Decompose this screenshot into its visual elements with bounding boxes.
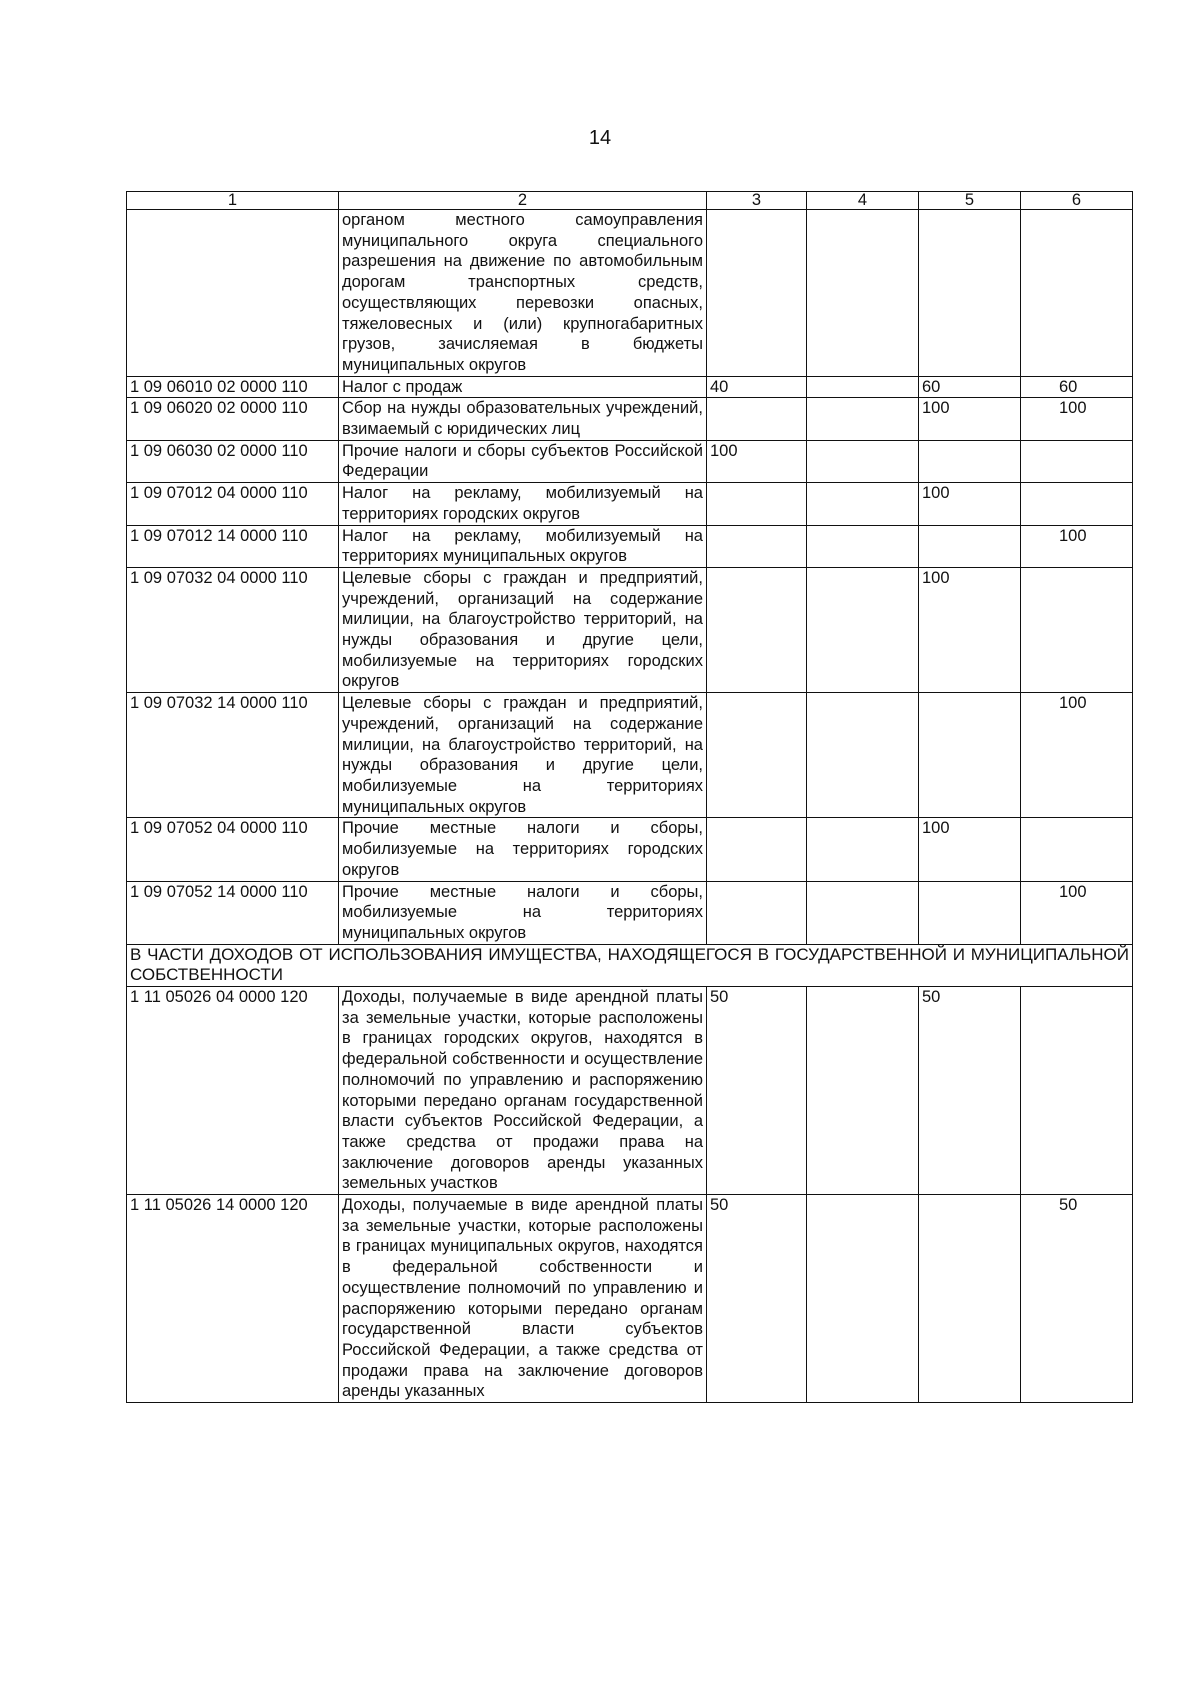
column-6-value <box>1021 987 1133 1195</box>
column-3-value <box>707 818 807 881</box>
revenue-name-cell: Налог на рекламу, мобилизуемый на территориях муниципальных округов <box>339 525 707 567</box>
column-4-value <box>807 693 919 818</box>
column-6-value: 100 <box>1021 398 1133 440</box>
column-5-value <box>919 440 1021 482</box>
budget-code-cell: 1 11 05026 04 0000 120 <box>127 987 339 1195</box>
column-4-value <box>807 525 919 567</box>
table-body <box>127 210 1133 1403</box>
column-4-value <box>807 567 919 692</box>
column-6-value: 100 <box>1021 693 1133 818</box>
column-6-value: 60 <box>1021 376 1133 398</box>
budget-code-cell: 1 09 06010 02 0000 110 <box>127 376 339 398</box>
column-4-value <box>807 1195 919 1403</box>
section-heading-row <box>127 944 1133 986</box>
column-6-value <box>1021 818 1133 881</box>
column-header-6: 6 <box>1021 192 1133 210</box>
revenue-name-cell: Доходы, получаемые в виде арендной платы за земельные участки, которые расположены в границах городских округов, находятся в федеральной собственности и осуществление полномочий по управлению и распоряжению которыми передано органам государственной власти субъектов Российской Федерации, а также средства от продажи права на заключение договоров аренды указанных земельных участков <box>339 987 707 1195</box>
table-header-row <box>127 192 1133 210</box>
column-4-value <box>807 881 919 944</box>
table-row <box>127 1195 1133 1403</box>
column-3-value <box>707 693 807 818</box>
column-5-value <box>919 881 1021 944</box>
column-5-value: 100 <box>919 567 1021 692</box>
column-3-value <box>707 210 807 377</box>
revenue-name-cell: Целевые сборы с граждан и предприятий, учреждений, организаций на содержание милиции, на благоустройство территорий, на нужды образования и другие цели, мобилизуемые на территориях городских округов <box>339 567 707 692</box>
budget-code-cell <box>127 210 339 377</box>
budget-code-cell: 1 09 07012 14 0000 110 <box>127 525 339 567</box>
budget-code-cell: 1 11 05026 14 0000 120 <box>127 1195 339 1403</box>
column-header-1: 1 <box>127 192 339 210</box>
table-row <box>127 483 1133 525</box>
column-3-value <box>707 567 807 692</box>
revenue-distribution-table <box>126 191 1133 1403</box>
column-5-value <box>919 1195 1021 1403</box>
budget-code-cell: 1 09 07032 14 0000 110 <box>127 693 339 818</box>
revenue-name-cell: Прочие местные налоги и сборы, мобилизуемые на территориях городских округов <box>339 818 707 881</box>
column-3-value: 50 <box>707 987 807 1195</box>
table-row <box>127 987 1133 1195</box>
budget-code-cell: 1 09 07052 04 0000 110 <box>127 818 339 881</box>
column-3-value <box>707 398 807 440</box>
revenue-name-cell: Целевые сборы с граждан и предприятий, учреждений, организаций на содержание милиции, на благоустройство территорий, на нужды образования и другие цели, мобилизуемые на территориях муниципальных округов <box>339 693 707 818</box>
table-row <box>127 693 1133 818</box>
column-5-value <box>919 210 1021 377</box>
table-row <box>127 567 1133 692</box>
column-6-value <box>1021 440 1133 482</box>
revenue-name-cell: Доходы, получаемые в виде арендной платы за земельные участки, которые расположены в границах муниципальных округов, находятся в федеральной собственности и осуществление полномочий по управлению и распоряжению которыми передано органам государственной власти субъектов Российской Федерации, а также средства от продажи права на заключение договоров аренды указанных <box>339 1195 707 1403</box>
column-4-value <box>807 987 919 1195</box>
column-6-value: 100 <box>1021 525 1133 567</box>
column-header-3: 3 <box>707 192 807 210</box>
column-4-value <box>807 818 919 881</box>
revenue-name-cell: Прочие местные налоги и сборы, мобилизуемые на территориях муниципальных округов <box>339 881 707 944</box>
column-5-value <box>919 525 1021 567</box>
budget-code-cell: 1 09 06020 02 0000 110 <box>127 398 339 440</box>
table-row <box>127 210 1133 377</box>
table-row <box>127 881 1133 944</box>
column-header-2: 2 <box>339 192 707 210</box>
column-header-4: 4 <box>807 192 919 210</box>
revenue-name-cell: Налог с продаж <box>339 376 707 398</box>
column-4-value <box>807 210 919 377</box>
revenue-name-cell: Сбор на нужды образовательных учреждений, взимаемый с юридических лиц <box>339 398 707 440</box>
table-row <box>127 818 1133 881</box>
budget-code-cell: 1 09 06030 02 0000 110 <box>127 440 339 482</box>
column-6-value <box>1021 210 1133 377</box>
revenue-name-cell: органом местного самоуправления муниципального округа специального разрешения на движение по автомобильным дорогам транспортных средств, осуществляющих перевозки опасных, тяжеловесных и (или) крупногабаритных грузов, зачисляемая в бюджеты муниципальных округов <box>339 210 707 377</box>
budget-code-cell: 1 09 07052 14 0000 110 <box>127 881 339 944</box>
column-5-value <box>919 693 1021 818</box>
column-3-value <box>707 881 807 944</box>
column-3-value: 40 <box>707 376 807 398</box>
table-row <box>127 398 1133 440</box>
column-5-value: 50 <box>919 987 1021 1195</box>
table-row <box>127 440 1133 482</box>
column-4-value <box>807 398 919 440</box>
revenue-name-cell: Налог на рекламу, мобилизуемый на территориях городских округов <box>339 483 707 525</box>
column-3-value <box>707 525 807 567</box>
column-5-value: 100 <box>919 398 1021 440</box>
column-6-value: 50 <box>1021 1195 1133 1403</box>
column-5-value: 60 <box>919 376 1021 398</box>
table-row <box>127 525 1133 567</box>
table-row <box>127 376 1133 398</box>
column-3-value: 50 <box>707 1195 807 1403</box>
column-6-value: 100 <box>1021 881 1133 944</box>
column-6-value <box>1021 483 1133 525</box>
column-3-value: 100 <box>707 440 807 482</box>
column-4-value <box>807 483 919 525</box>
budget-code-cell: 1 09 07012 04 0000 110 <box>127 483 339 525</box>
budget-code-cell: 1 09 07032 04 0000 110 <box>127 567 339 692</box>
page-number: 14 <box>588 127 612 149</box>
column-4-value <box>807 376 919 398</box>
column-6-value <box>1021 567 1133 692</box>
column-5-value: 100 <box>919 483 1021 525</box>
column-5-value: 100 <box>919 818 1021 881</box>
section-heading: В ЧАСТИ ДОХОДОВ ОТ ИСПОЛЬЗОВАНИЯ ИМУЩЕСТВА, НАХОДЯЩЕГОСЯ В ГОСУДАРСТВЕННОЙ И МУНИЦИПАЛЬНОЙ СОБСТВЕННОСТИ <box>127 944 1133 986</box>
column-3-value <box>707 483 807 525</box>
column-4-value <box>807 440 919 482</box>
revenue-name-cell: Прочие налоги и сборы субъектов Российской Федерации <box>339 440 707 482</box>
column-header-5: 5 <box>919 192 1021 210</box>
